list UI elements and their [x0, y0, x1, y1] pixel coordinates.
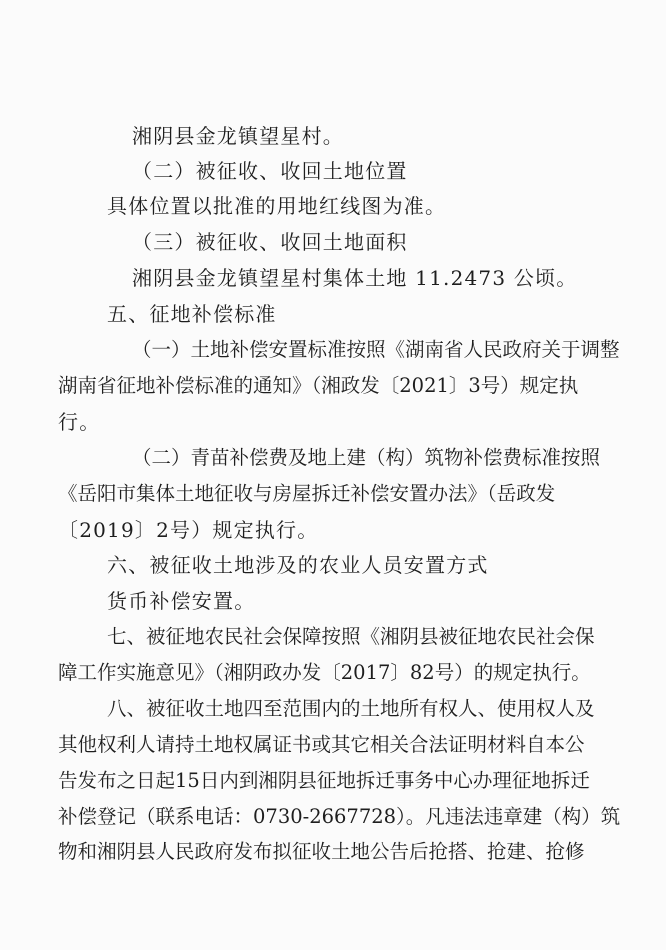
section-heading-land-location: （二）被征收、收回土地位置 — [132, 159, 408, 183]
text-line-20: 补偿登记（联系电话：0730-2667728）。凡违法违章建（构）筑 — [58, 805, 621, 828]
section-heading-compensation-standard: 五、征地补偿标准 — [107, 302, 277, 326]
section-heading-land-area: （三）被征收、收回土地面积 — [132, 230, 408, 254]
text-line-14: 货币补偿安置。 — [107, 589, 256, 613]
section-heading-social-security: 七、被征地农民社会保障按照《湘阴县被征地农民社会保 — [107, 625, 595, 648]
text-line-10: （二）青苗补偿费及地上建（构）筑物补偿费标准按照 — [132, 446, 601, 469]
text-line-8: 湖南省征地补偿标准的通知》（湘政发〔2021〕3号）规定执 — [58, 374, 579, 397]
text-line-11: 《岳阳市集体土地征收与房屋拆迁补偿安置办法》（岳政发 — [58, 482, 556, 505]
section-heading-resettlement: 六、被征收土地涉及的农业人员安置方式 — [107, 553, 489, 577]
text-line-9: 行。 — [58, 410, 101, 434]
section-heading-registration: 八、被征收土地四至范围内的土地所有权人、使用权人及 — [107, 697, 595, 720]
text-line-18: 其他权利人请持土地权属证书或其它相关合法证明材料自本公 — [58, 733, 585, 756]
text-line-21: 物和湘阴县人民政府发布拟征收土地公告后抢搭、抢建、抢修 — [58, 840, 585, 863]
text-line-1: 湘阴县金龙镇望星村。 — [132, 124, 344, 148]
text-line-3: 具体位置以批准的用地红线图为准。 — [107, 194, 447, 218]
text-line-16: 障工作实施意见》（湘阴政办发〔2017〕82号）的规定执行。 — [58, 661, 591, 684]
text-line-7: （一）土地补偿安置标准按照《湖南省人民政府关于调整 — [132, 338, 620, 361]
text-line-19: 告发布之日起15日内到湘阴县征地拆迁事务中心办理征地拆迁 — [58, 769, 590, 792]
text-line-5: 湘阴县金龙镇望星村集体土地 11.2473 公顷。 — [132, 266, 578, 290]
text-line-12: 〔2019〕2号）规定执行。 — [58, 518, 319, 542]
